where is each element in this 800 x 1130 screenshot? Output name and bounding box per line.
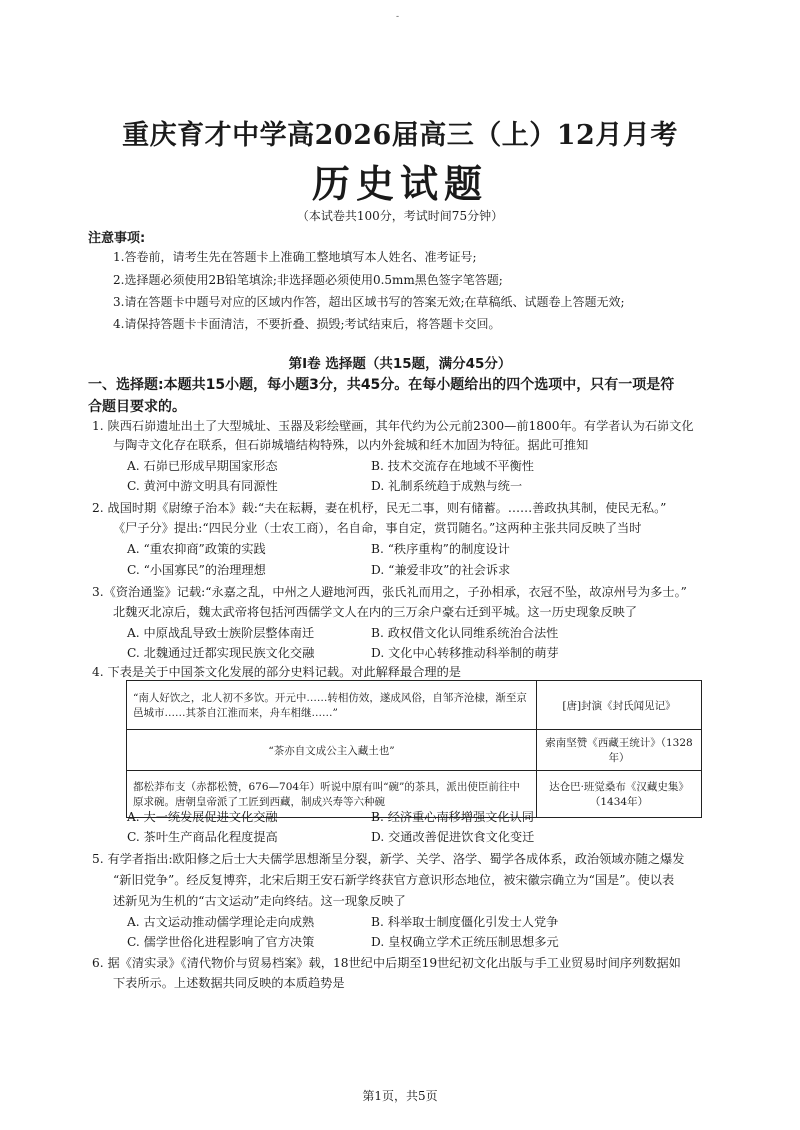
q3-option-c: C. 北魏通过迁都实现民族文化交融 — [127, 646, 315, 660]
q5-option-a: A. 古文运动推动儒学理论走向成熟 — [127, 915, 315, 929]
table-cell-text: “南人好饮之，北人初不多饮。开元中……转相仿效，遂成风俗，自邹齐沧棣，渐至京邑城市……其茶自江淮而来，舟车相继……” — [127, 681, 537, 730]
q2-option-a: A. “重农抑商”政策的实践 — [127, 542, 266, 556]
q3-option-b: B. 政权借文化认同维系统治合法性 — [371, 626, 559, 640]
table-row — [127, 730, 702, 771]
q6-stem: 6. 据《清实录》《清代物价与贸易档案》载，18世纪中后期至19世纪初文化出版与手工业贸易时间序列数据如 — [92, 956, 681, 970]
q5-stem: “新旧党争”。经反复博弈，北宋后期王安石新学终获官方意识形态地位，被宋徽宗确立为“国是”。使以表 — [113, 873, 675, 887]
q1-option-b: B. 技术交流存在地域不平衡性 — [371, 459, 534, 473]
q1-stem: 1. 陕西石峁遗址出土了大型城址、玉器及彩绘壁画，其年代约为公元前2300—前1800年。有学者认为石峁文化 — [92, 419, 694, 433]
q5-stem: 述新见为生机的“古文运动”走向终结。这一现象反映了 — [113, 894, 406, 908]
notice-item: 1.答卷前，请考生先在答题卡上准确工整地填写本人姓名、准考证号; — [113, 250, 477, 264]
q5-option-c: C. 儒学世俗化进程影响了官方决策 — [127, 935, 315, 949]
notice-item: 4.请保持答题卡卡面清洁，不要折叠、损毁;考试结束后，将答题卡交回。 — [113, 317, 501, 331]
q1-stem: 与陶寺文化存在联系，但石峁城墙结构特殊，以内外瓮城和纴木加固为特征。据此可推知 — [113, 438, 589, 452]
subject-title: 历史试题 — [311, 161, 488, 206]
table-cell-text: “茶亦自文成公主入藏土也” — [127, 730, 537, 771]
q1-option-c: C. 黄河中游文明具有同源性 — [127, 479, 278, 493]
q2-stem: 《尸子分》提出:“四民分业（士农工商），名自命，事自定，赏罚随名。”这两种主张共同反映了当时 — [113, 521, 642, 535]
section-title: 第Ⅰ卷 选择题（共15题，满分45分） — [288, 356, 512, 372]
q5-option-b: B. 科举取士制度僵化引发士人党争 — [371, 915, 559, 929]
table-cell-source: 达仓巴·班觉桑布《汉藏史集》（1434年） — [537, 771, 702, 818]
notice-item: 3.请在答题卡中题号对应的区域内作答，超出区域书写的答案无效;在草稿纸、试题卷上答题无效; — [113, 295, 625, 309]
q2-option-d: D. “兼爱非攻”的社会诉求 — [371, 563, 511, 577]
exam-info: （本试卷共100分，考试时间75分钟） — [296, 209, 504, 223]
tea-history-table — [126, 680, 702, 818]
table-cell-text: 都松莽布支（赤都松赞，676—704年）听说中原有叫“碗”的茶具，派出使臣前往中原求碗。唐朝皇帝派了工匠到西藏，制成兴寿等六种碗 — [127, 771, 537, 818]
q2-option-b: B. “秩序重构”的制度设计 — [371, 542, 510, 556]
table-row — [127, 681, 702, 730]
q4-option-b: B. 经济重心南移增强文化认同 — [371, 810, 534, 824]
instruction-line: 一、选择题:本题共15小题，每小题3分，共45分。在每小题给出的四个选项中，只有一项是符 — [88, 377, 675, 393]
page-footer: 第1页，共5页 — [362, 1089, 438, 1103]
table-cell-source: 索南坚赞《西藏王统计》（1328年） — [537, 730, 702, 771]
q5-stem: 5. 有学者指出:欧阳修之后士大夫儒学思想渐呈分裂，新学、关学、洛学、蜀学各成体系，政治领域亦随之爆发 — [92, 852, 685, 866]
q4-option-a: A. 大一统发展促进文化交融 — [127, 810, 278, 824]
q1-option-d: D. 礼制系统趋于成熟与统一 — [371, 479, 523, 493]
q3-stem: 3.《资治通鉴》记载:“永嘉之乱，中州之人避地河西，张氏礼而用之，子孙相承，衣冠不坠，故凉州号为多士。” — [92, 585, 687, 599]
notice-heading: 注意事项: — [88, 231, 146, 246]
q3-option-d: D. 文化中心转移推动科举制的萌芽 — [371, 646, 559, 660]
exam-title: 重庆育才中学高2026届高三（上）12月月考 — [122, 120, 678, 151]
q2-option-c: C. “小国寡民”的治理理想 — [127, 563, 266, 577]
q1-option-a: A. 石峁已形成早期国家形态 — [127, 459, 278, 473]
q5-option-d: D. 皇权确立学术正统压制思想多元 — [371, 935, 559, 949]
q3-option-a: A. 中原战乱导致士族阶层整体南迁 — [127, 626, 315, 640]
notice-item: 2.选择题必须使用2B铅笔填涂;非选择题必须使用0.5mm黑色签字笔答题; — [113, 273, 503, 287]
table-cell-source: [唐]封演《封氏闻见记》 — [537, 681, 702, 730]
q6-stem: 下表所示。上述数据共同反映的本质趋势是 — [113, 976, 345, 990]
instruction-line: 合题目要求的。 — [88, 399, 186, 415]
q2-stem: 2. 战国时期《尉缭子治本》载:“夫在耘耨，妻在机杼，民无二事，则有储蓄。……善政执其制，使民无私。” — [92, 501, 667, 515]
header-mark: - — [396, 12, 400, 22]
q4-option-c: C. 茶叶生产商品化程度提高 — [127, 830, 278, 844]
q3-stem: 北魏灭北凉后，魏太武帝将包括河西儒学文人在内的三万余户豪右迁到平城。这一历史现象反映了 — [113, 605, 638, 619]
q4-stem: 4. 下表是关于中国茶文化发展的部分史料记载。对此解释最合理的是 — [92, 665, 461, 679]
q4-option-d: D. 交通改善促进饮食文化变迁 — [371, 830, 535, 844]
